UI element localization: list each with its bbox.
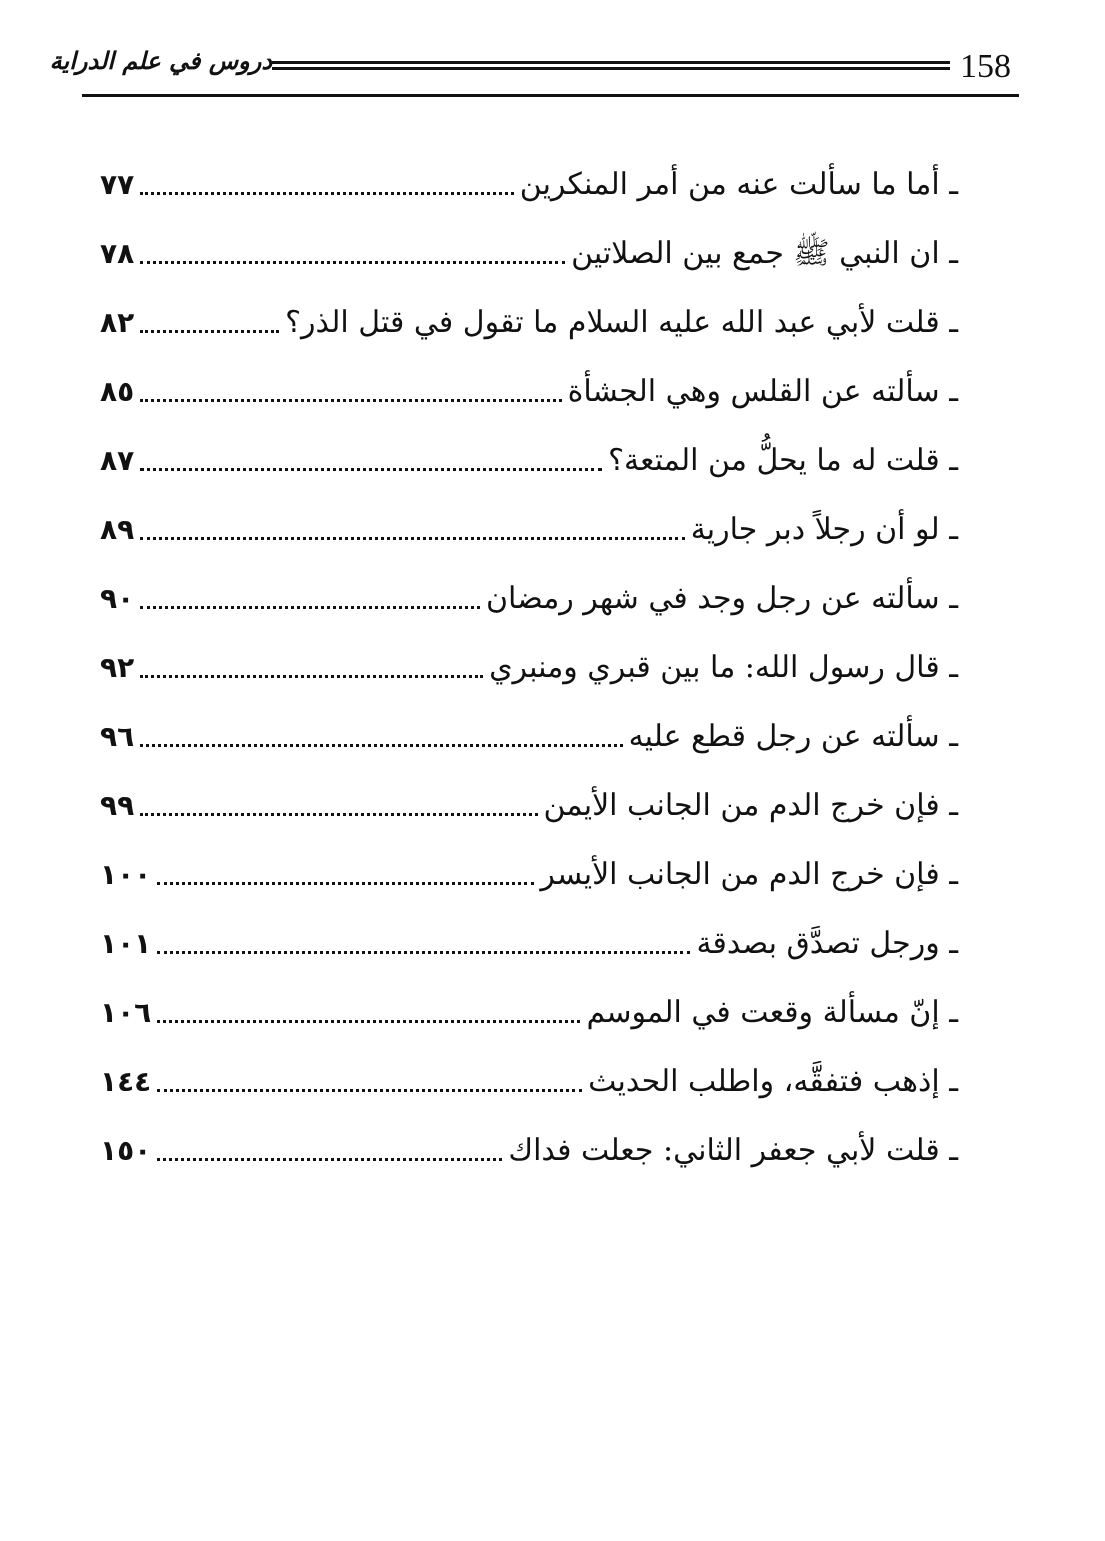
- toc-entry-title: ـ إذهب فتفقَّه، واطلب الحديث: [588, 1063, 958, 1099]
- toc-entry-page: ٩٠: [100, 581, 135, 615]
- dot-leader: [140, 399, 561, 402]
- dot-leader: [140, 744, 622, 747]
- dot-leader: [157, 1020, 580, 1023]
- toc-entry-title: ـ ان النبي ﷺ جمع بين الصلاتين: [571, 235, 958, 271]
- toc-entry-page: ٨٩: [100, 512, 135, 546]
- toc-entry-page: ٧٧: [100, 167, 135, 201]
- toc-entry-page: ١٠١: [100, 926, 152, 960]
- toc-entry-page: ٨٢: [100, 305, 135, 339]
- toc-entry-page: ٩٦: [100, 719, 135, 753]
- toc-entry-title: ـ قلت لأبي عبد الله عليه السلام ما تقول في قتل الذر؟: [285, 304, 958, 340]
- toc-entry: [100, 495, 958, 564]
- dot-leader: [157, 1089, 582, 1092]
- toc-entry-page: ٨٥: [100, 374, 135, 408]
- toc-entry-title: ـ فإن خرج الدم من الجانب الأيمن: [543, 787, 958, 823]
- dot-leader: [140, 675, 483, 678]
- toc-entry-page: ١٥٠: [100, 1133, 152, 1167]
- rule-line: [272, 67, 950, 70]
- page-number: 158: [960, 48, 1011, 85]
- toc-entry-page: ٧٨: [100, 236, 135, 270]
- toc-entry: [100, 564, 958, 633]
- toc-entry: [100, 357, 958, 426]
- toc-entry: [100, 219, 958, 288]
- toc-entry-title: ـ سألته عن القلس وهي الجشأة: [567, 373, 958, 409]
- toc-entry: [100, 771, 958, 840]
- toc-entry-title: ـ قلت لأبي جعفر الثاني: جعلت فداك: [508, 1132, 958, 1168]
- dot-leader: [140, 330, 279, 333]
- toc-entry: [100, 150, 958, 219]
- toc-entry: [100, 909, 958, 978]
- toc-entry-title: ـ سألته عن رجل وجد في شهر رمضان: [486, 580, 958, 616]
- toc-entry: [100, 1047, 958, 1116]
- toc-entry: [100, 288, 958, 357]
- dot-leader: [140, 606, 480, 609]
- toc-entry-title: ـ فإن خرج الدم من الجانب الأيسر: [540, 856, 958, 892]
- toc-entry: [100, 1116, 958, 1185]
- toc-entry-title: ـ لو أن رجلاً دبر جارية: [690, 511, 958, 547]
- header-rule-lines: [272, 61, 950, 77]
- page-header: [49, 40, 1019, 100]
- toc-entry-title: ـ سألته عن رجل قطع عليه: [628, 718, 958, 754]
- toc-entry-page: ١٤٤: [100, 1064, 152, 1098]
- dot-leader: [140, 192, 514, 195]
- dot-leader: [157, 882, 534, 885]
- toc-entry-page: ٩٩: [100, 788, 135, 822]
- rule-line: [272, 61, 950, 64]
- toc-entry: [100, 426, 958, 495]
- toc-entry-page: ١٠٠: [100, 857, 152, 891]
- dot-leader: [140, 813, 537, 816]
- dot-leader: [157, 951, 690, 954]
- toc-entry-title: ـ أما ما سألت عنه من أمر المنكرين: [519, 166, 958, 202]
- toc-entry: [100, 633, 958, 702]
- toc-entry: [100, 840, 958, 909]
- toc-entry-page: ١٠٦: [100, 995, 152, 1029]
- toc-entry-title: ـ قلت له ما يحلُّ من المتعة؟: [608, 442, 958, 478]
- table-of-contents: [100, 150, 958, 1185]
- toc-entry-page: ٨٧: [100, 443, 135, 477]
- dot-leader: [157, 1158, 502, 1161]
- toc-entry-title: ـ ورجل تصدَّق بصدقة: [696, 925, 958, 961]
- toc-entry: [100, 978, 958, 1047]
- dot-leader: [140, 261, 565, 264]
- toc-entry: [100, 702, 958, 771]
- header-divider: [82, 94, 1019, 97]
- toc-entry-page: ٩٢: [100, 650, 135, 684]
- running-title: دروس في علم الدراية: [49, 46, 272, 75]
- toc-entry-title: ـ إنّ مسألة وقعت في الموسم: [586, 994, 958, 1030]
- dot-leader: [140, 537, 685, 540]
- toc-entry-title: ـ قال رسول الله: ما بين قبري ومنبري: [489, 649, 958, 685]
- dot-leader: [140, 468, 602, 471]
